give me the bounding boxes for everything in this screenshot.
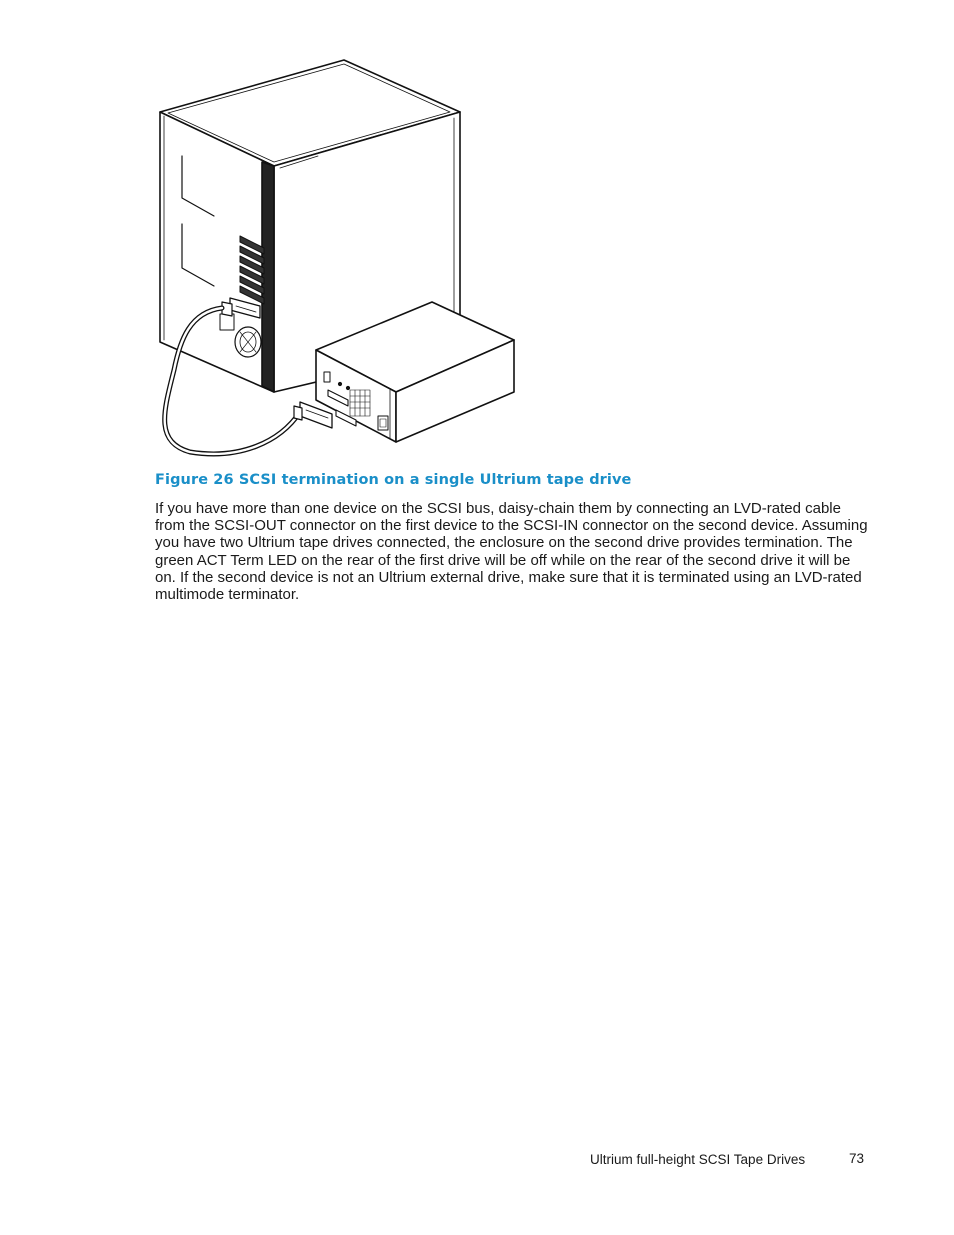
- footer-title: Ultrium full-height SCSI Tape Drives: [590, 1152, 806, 1167]
- figure-caption: Figure 26 SCSI termination on a single Ultrium tape drive: [155, 472, 632, 488]
- page-number: 73: [849, 1151, 865, 1166]
- body-paragraph: If you have more than one device on the SCSI bus, daisy-chain them by connecting an LVD-rated cable from the SCSI-OUT connector on the first device to the SCSI-IN connector on the second device. Assuming you have two Ultrium tape drives connected, the enclosure on the second drive provides termination. The green ACT Term LED on the rear of the first drive will be off while on the rear of the second drive it will be on. If the second device is not an Ultrium external drive, make sure that it is terminated using an LVD-rated multimode terminator.: [155, 500, 868, 604]
- scsi-termination-illustration: [150, 50, 530, 470]
